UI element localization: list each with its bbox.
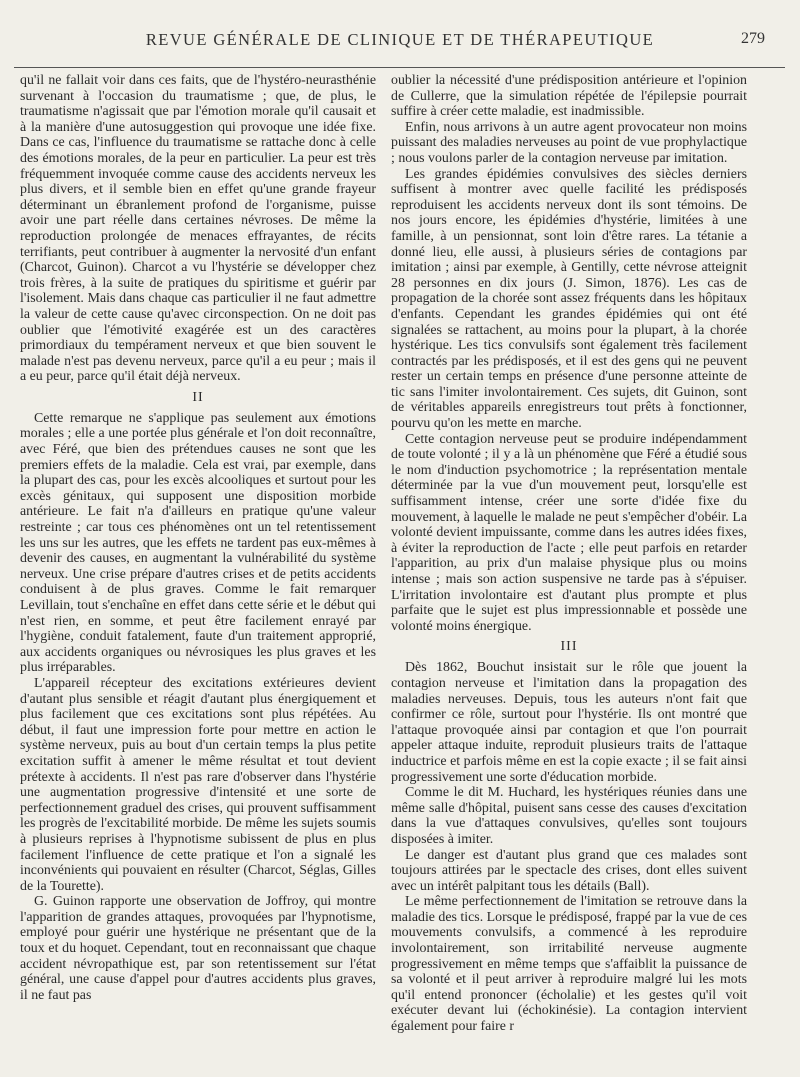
paragraph: L'appareil récepteur des excitations extérieures devient d'autant plus sensible et réagit d'autant plus énergiquement et plus facilement que ces excitations sont plus répétées. Au début, il faut une impression forte pour mettre en action le système nerveux, puis au bout d'un certain temps la plus petite excitation suffit à amener le même résultat et tout devient prétexte à accidents. Il n'est pas rare d'observer dans l'hystérie une augmentation progressive d'intensité et une sorte de perfectionnement graduel des crises, qui prouvent suffisamment les progrès de l'excitabilité morbide. De même les sujets soumis à plusieurs reprises à l'hypnotisme subissent de plus en plus facilement l'influence de cette pratique et l'on a signalé les inconvénients qui pouvaient en résulter (Charcot, Séglas, Gilles de la Tourette). xyxy=(20,675,376,894)
section-heading-iii: III xyxy=(560,639,578,655)
paragraph: Le même perfectionnement de l'imitation se retrouve dans la maladie des tics. Lorsque le prédisposé, frappé par la vue de ces mouvements convulsifs, a commencé à les reproduire involontairement, son irritabilité nerveuse augmente progressivement en même temps que s'affaiblit la puissance de sa volonté et il peut arriver à reproduire malgré lui les mots qu'il entend prononcer (écholalie) et les gestes qu'il voit exécuter devant lui (échokinésie). La contagion intervient également pour faire r xyxy=(391,894,748,1035)
header-rule xyxy=(14,67,785,68)
paragraph: Le danger est d'autant plus grand que ces malades sont toujours attirées par le spectacle des crises, dont elles suivent avec un intérêt palpitant tous les détails (Ball). xyxy=(391,847,747,894)
left-column xyxy=(20,73,376,1003)
paragraph: Comme le dit M. Huchard, les hystériques réunies dans une même salle d'hôpital, puisent sans cesse des causes d'excitation dans la vue d'attaques convulsives, qu'elles sont toujours disposées à imiter. xyxy=(391,785,747,847)
right-column xyxy=(391,73,747,1035)
paragraph: Enfin, nous arrivons à un autre agent provocateur non moins puissant des maladies nerveuses au point de vue prophylactique ; nous voulons parler de la contagion nerveuse par imitation. xyxy=(391,119,747,166)
running-header xyxy=(0,30,800,54)
paragraph: G. Guinon rapporte une observation de Joffroy, qui montre l'apparition de grandes attaques, provoquées par l'hypnotisme, employé pour guérir une hystérique ne présentant que de la toux et du hoquet. Cependant, tout en reconnaissant que chaque accident névropathique est, par son retentissement sur l'état général, une cause d'appel pour d'autres accidents plus graves, il ne faut pas xyxy=(20,894,376,1003)
paragraph: Dès 1862, Bouchut insistait sur le rôle que jouent la contagion nerveuse et l'imitation dans la propagation des maladies nerveuses. Depuis, tous les auteurs n'ont fait que confirmer ce rôle, surtout pour l'hystérie. Ils ont montré que l'attaque provoquée ainsi par contagion et que l'on pourrait appeler attaque induite, reproduit plusieurs traits de l'attaque inductrice et parfois même en est la copie exacte ; il se fait ainsi progressivement une sorte d'éducation morbide. xyxy=(391,660,747,785)
page-number: 279 xyxy=(741,30,765,47)
paragraph: oublier la nécessité d'une prédisposition antérieure et l'opinion de Cullerre, que la simulation répétée de l'épilepsie pourrait suffire à créer cette maladie, est inadmissible. xyxy=(391,73,747,120)
section-heading-ii: II xyxy=(192,389,204,405)
paragraph: Les grandes épidémies convulsives des siècles derniers suffisent à montrer avec quelle facilité les prédisposés reproduisent les accidents nerveux dont ils sont témoins. De nos jours encore, les épidémies d'hystérie, limitées à une famille, à un pensionnat, sont loin d'être rares. La tétanie a donné lieu, elle aussi, à plusieurs séries de contagions par imitation ; ainsi par exemple, à Gentilly, cette névrose atteignit 28 personnes en dix jours (J. Simon, 1876). Les cas de propagation de la chorée sont assez fréquents dans les hôpitaux d'enfants. Cependant les grandes épidémies qui ont été signalées se rattachent, au moins pour la plupart, à la chorée hystérique. Les tics convulsifs sont également très facilement contractés par les prédisposés, et il est des gens qui ne peuvent rester un certain temps en présence d'une personne atteinte de tic sans l'imiter involontairement. Ces sujets, dit Guinon, sont de véritables appareils enregistreurs tout prêts à fonctionner, pourvu qu'on les mette en marche. xyxy=(391,166,747,432)
paragraph: Cette contagion nerveuse peut se produire indépendamment de toute volonté ; il y a là un phénomène que Féré a étudié sous le nom d'induction psychomotrice ; la représentation mentale déterminée par la vue d'un mouvement peut, lorsqu'elle est suffisamment intense, créer une sorte d'idée fixe du mouvement, à laquelle le malade ne peut s'empêcher d'obéir. La volonté devient impuissante, comme dans les autres idées fixes, à éviter la reproduction de l'acte ; elle peut parfois en retarder l'apparition, au prix d'un malaise physique plus ou moins intense ; mais son action suspensive ne tarde pas à s'épuiser. L'irritation involontaire est d'autant plus prompte et plus parfaite que le sujet est plus impressionnable et possède une volonté moins énergique. xyxy=(391,431,747,634)
paragraph: Cette remarque ne s'applique pas seulement aux émotions morales ; elle a une portée plus générale et l'on doit reconnaître, avec Féré, que bien des prétendues causes ne sont que les premiers effets de la maladie. Cela est vrai, par exemple, dans la plupart des cas, pour les excès alcooliques et surtout pour les excès génitaux, qui supposent une disposition morbide antérieure. Le fait n'a d'ailleurs en pratique qu'une valeur restreinte ; car tous ces phénomènes ont un tel retentissement les uns sur les autres, que les effets ne tardent pas eux-mêmes à devenir des causes, en augmentant la vulnérabilité du système nerveux. Une crise prépare d'autres crises et de petits accidents conduisent à de plus graves. Comme le fait remarquer Levillain, tout s'enchaîne en effet dans cette série et le début qui n'est rien, en somme, et peut être facilement enrayé par l'hygiène, conduit fatalement, faute d'un traitement approprié, aux accidents organiques ou névrosiques les plus graves et les plus irréparables. xyxy=(20,410,376,676)
paragraph: qu'il ne fallait voir dans ces faits, que de l'hystéro-neurasthénie survenant à l'occasion du traumatisme ; que, de plus, le traumatisme n'agissait que par l'émotion morale qu'il causait et à la manière d'une autosuggestion qui provoque une idée fixe. Dans ce cas, l'influence du traumatisme se rattache donc à celle des émotions morales, de la peur en particulier. La peur est très fréquemment invoquée comme cause des accidents nerveux les plus divers, et il semble bien en effet qu'une grande frayeur déterminant un ébranlement profond de l'organisme, puisse avoir une part réelle dans certaines névroses. De même la reproduction prolongée de menaces effrayantes, de récits terrifiants, peut contribuer à augmenter la nervosité d'un enfant (Charcot, Guinon). Charcot a vu l'hystérie se développer chez trois frères, à la suite de pratiques du spiritisme et guérir par l'isolement. Mais dans chaque cas particulier il ne faut admettre la valeur de cette cause qu'avec circonspection. On ne doit pas oublier que l'émotivité exagérée est un des caractères primordiaux du tempérament nerveux et que bien souvent le malade n'est pas devenu nerveux, parce qu'il a eu peur ; mais il a eu peur, parce qu'il était déjà nerveux. xyxy=(20,73,376,385)
journal-title: REVUE GÉNÉRALE DE CLINIQUE ET DE THÉRAPEUTIQUE xyxy=(145,30,655,49)
